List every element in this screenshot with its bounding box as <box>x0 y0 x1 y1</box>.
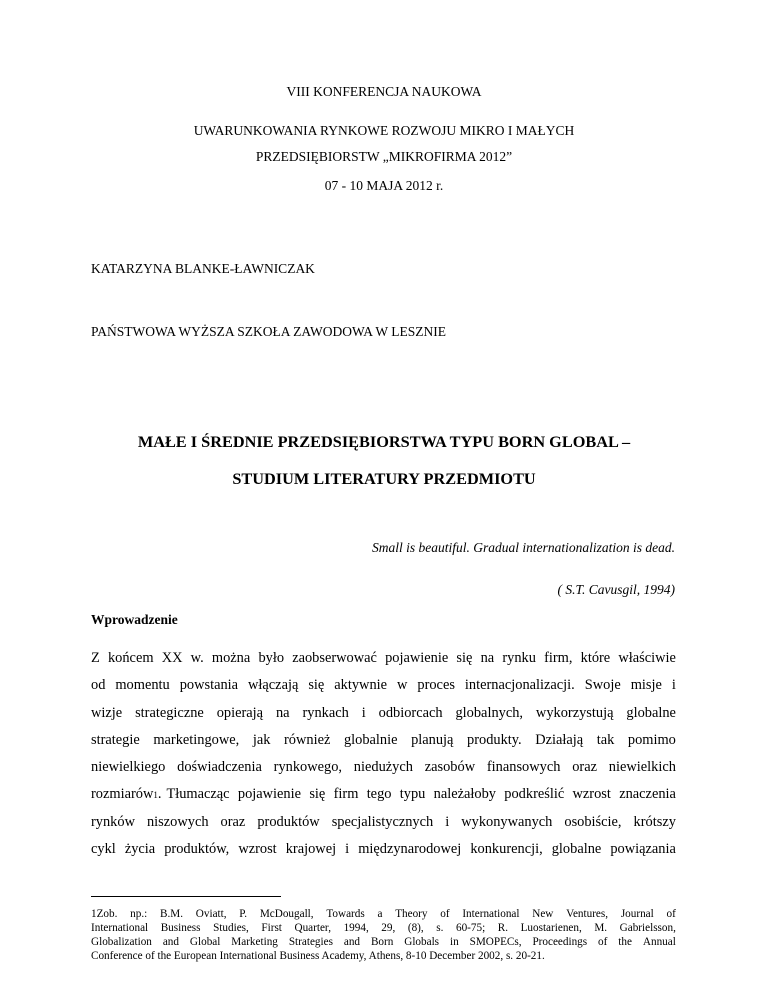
author-name: KATARZYNA BLANKE-ŁAWNICZAK <box>91 261 315 276</box>
body-line <box>91 809 676 836</box>
footnote <box>91 907 676 963</box>
body-paragraph <box>91 645 676 863</box>
body-line <box>91 727 676 754</box>
body-line-text: cykl życia produktów, wzrost krajowej i międzynarodowej konkurencji, globalne powiązania <box>91 841 676 858</box>
body-line-text: niewielkiego doświadczenia rynkowego, niedużych zasobów finansowych oraz niewielkich <box>91 759 676 776</box>
body-line-text: od momentu powstania włączają się aktywnie w proces internacjonalizacji. Swoje misje i <box>91 677 676 694</box>
footnote-line: Globalization and Global Marketing Strategies and Born Globals in SMOPECs, Proceedings of the Annual <box>91 936 676 948</box>
body-line-text: rynków niszowych oraz produktów specjalistycznych i wykonywanych osobiście, krótszy <box>91 813 676 830</box>
body-line-punct: . <box>157 786 162 803</box>
body-line-text: Tłumacząc pojawienie się firm tego typu należałoby podkreślić wzrost znaczenia <box>166 786 676 803</box>
body-line <box>91 836 676 863</box>
section-heading: Wprowadzenie <box>91 612 178 627</box>
footnote-line: 1Zob. np.: B.M. Oviatt, P. McDougall, Towards a Theory of International New Ventures, Journal of <box>91 908 676 920</box>
body-line-text: rozmiarów <box>91 786 154 803</box>
footnote-divider <box>91 896 281 897</box>
body-line <box>91 645 676 672</box>
footnote-line: International Business Studies, First Quarter, 1994, 29, (8), s. 60-75; R. Luostarienen, M. Gabrielsson, <box>91 922 676 934</box>
body-line-text: Z końcem XX w. można było zaobserwować pojawienie się na rynku firm, które właściwie <box>91 650 676 666</box>
conference-label: VIII KONFERENCJA NAUKOWA <box>286 84 482 99</box>
body-line <box>91 672 676 699</box>
body-line <box>91 754 676 781</box>
body-line-text: wizje strategiczne opierają na rynkach i odbiorcach globalnych, wykorzystują globalne <box>91 704 676 721</box>
body-line: rozmiarów 1 . Tłumacząc pojawienie się firm tego typu należałoby podkreślić wzrost znaczenia <box>91 781 676 808</box>
body-line-text: strategie marketingowe, jak również globalnie planują produkty. Działają tak pomimo <box>91 731 676 748</box>
paper-title-line-1: MAŁE I ŚREDNIE PRZEDSIĘBIORSTWA TYPU BORN GLOBAL – <box>137 432 631 451</box>
epigraph-source: ( S.T. Cavusgil, 1994) <box>557 582 675 597</box>
author-affiliation: PAŃSTWOWA WYŻSZA SZKOŁA ZAWODOWA W LESZNIE <box>91 324 447 339</box>
footnote-line <box>91 949 676 963</box>
footnote-line-text: Conference of the European International Business Academy, Athens, 8-10 December 2002, s. 20-21. <box>91 950 545 962</box>
body-line <box>91 700 676 727</box>
conference-date: 07 - 10 MAJA 2012 r. <box>324 178 444 193</box>
paper-title-line-2: STUDIUM LITERATURY PRZEDMIOTU <box>232 469 536 488</box>
epigraph-quote: Small is beautiful. Gradual internationalization is dead. <box>371 540 675 555</box>
conference-theme-line-1: UWARUNKOWANIA RYNKOWE ROZWOJU MIKRO I MAŁYCH <box>193 123 575 138</box>
conference-theme-line-2: PRZEDSIĘBIORSTW „MIKROFIRMA 2012” <box>255 149 513 164</box>
